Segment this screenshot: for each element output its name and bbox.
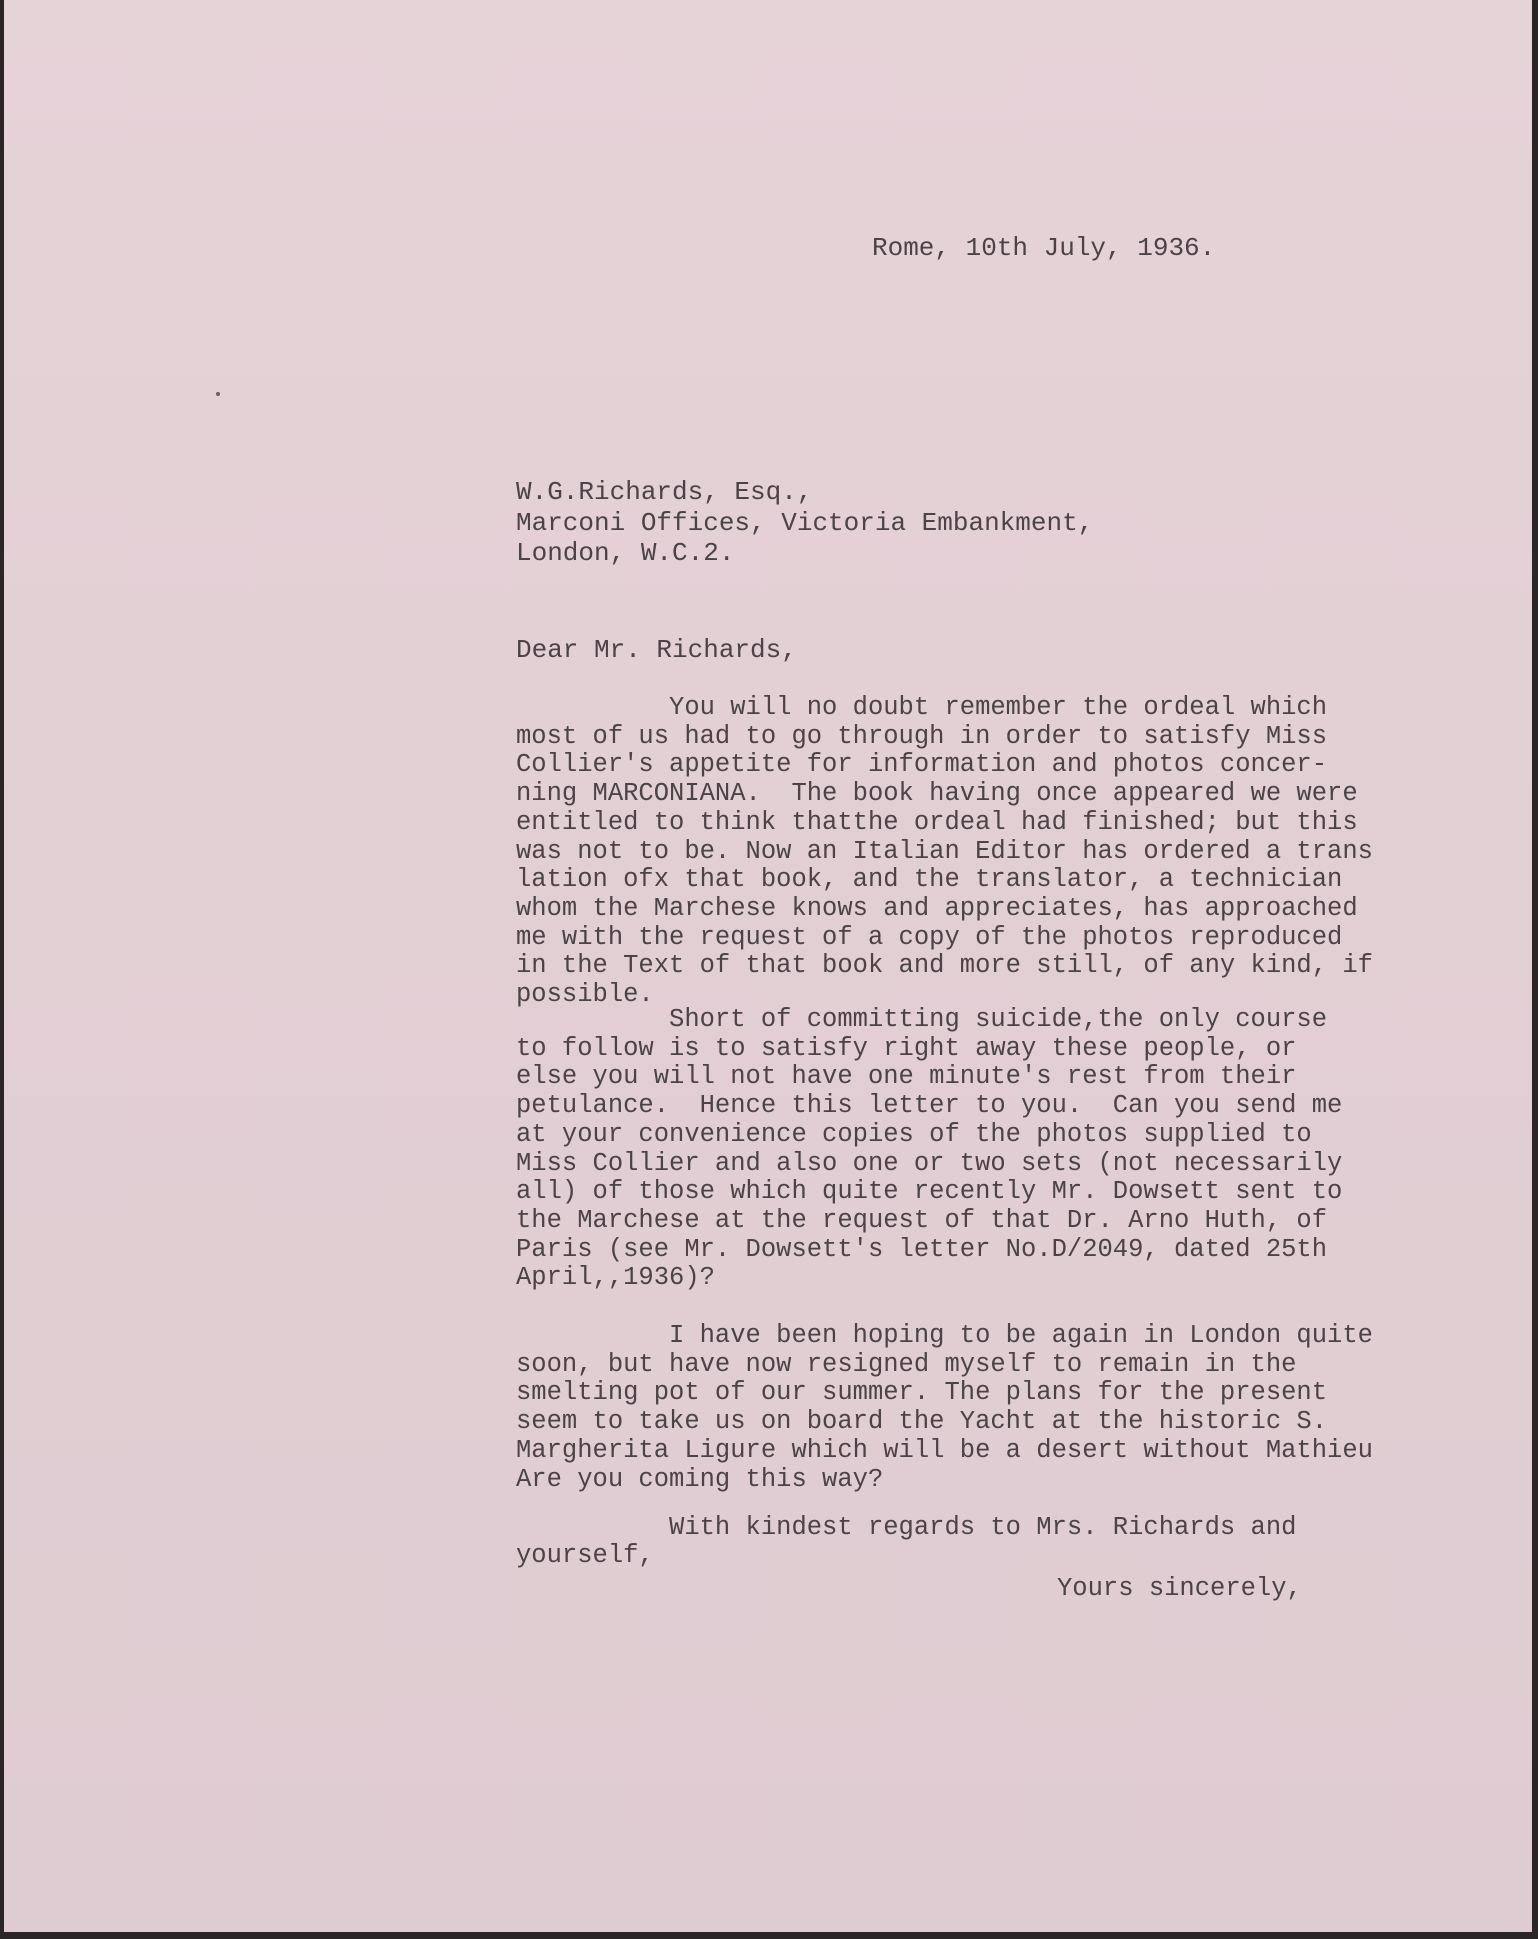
address-line: London, W.C.2. xyxy=(516,538,735,568)
body-paragraph-2: Short of committing suicide,the only course to follow is to satisfy right away these people, or else you will not have one minute's rest from their petulance. Hence this letter to you. Can you send me at your convenience copies of the photos supplied to Miss Collier and also one or two sets (not necessarily all) of those which quite recently Mr. Dowsett sent to the Marchese at the request of that Dr. Arno Huth, of Paris (see Mr. Dowsett's letter No.D/2049, dated 25th April,,1936)? xyxy=(516,1005,1343,1293)
recipient-address xyxy=(516,477,1093,569)
regards-paragraph: With kindest regards to Mrs. Richards and yourself, xyxy=(516,1513,1297,1570)
address-line: W.G.Richards, Esq., xyxy=(516,477,813,507)
address-line: Marconi Offices, Victoria Embankment, xyxy=(516,507,1094,538)
complimentary-close: Yours sincerely, xyxy=(1057,1574,1302,1603)
letter-page xyxy=(4,0,1532,1932)
letter-date: Rome, 10th July, 1936. xyxy=(872,233,1216,263)
body-paragraph-1: You will no doubt remember the ordeal which most of us had to go through in order to satisfy Miss Collier's appetite for information and photos concer- ning MARCONIANA. The book having once appeared we were entitled to think thatthe ordeal had finished; but this was not to be. Now an Italian Editor has ordered a trans lation ofx that book, and the translator, a technician whom the Marchese knows and appreciates, has approached me with the request of a copy of the photos reproduced in the Text of that book and more still, of any kind, if possible. xyxy=(516,693,1373,1010)
paper-speck xyxy=(216,392,220,396)
salutation: Dear Mr. Richards, xyxy=(516,635,797,665)
body-paragraph-3: I have been hoping to be again in London quite soon, but have now resigned myself to remain in the smelting pot of our summer. The plans for the present seem to take us on board the Yacht at the historic S. Margherita Ligure which will be a desert without Mathieu Are you coming this way? xyxy=(516,1321,1373,1494)
